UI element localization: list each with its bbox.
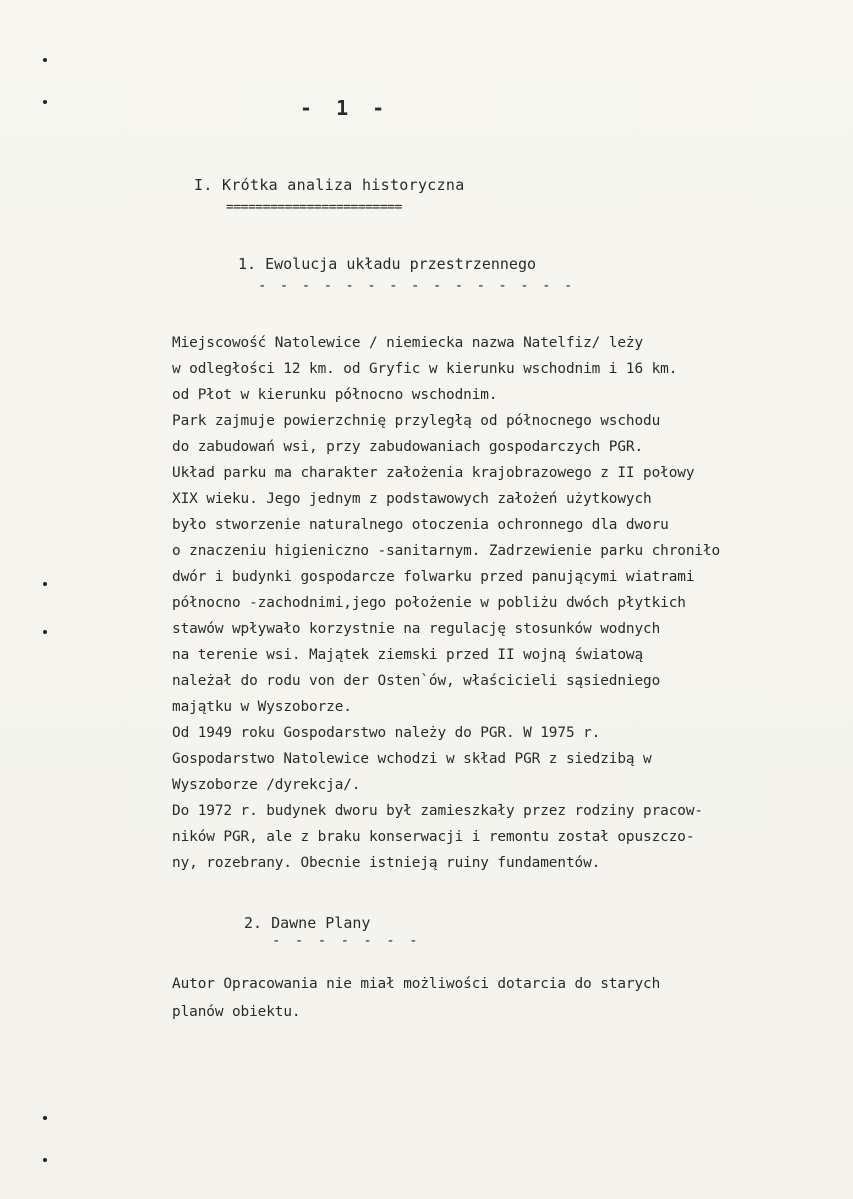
section-title-underline: ======================== <box>226 200 402 215</box>
body-line: planów obiektu. <box>172 1004 301 1020</box>
margin-mark <box>43 582 47 586</box>
body-line: w odległości 12 km. od Gryfic w kierunku wschodnim i 16 km. <box>172 361 678 377</box>
subsection-title: 1. Ewolucja układu przestrzennego <box>238 255 537 273</box>
body-line: stawów wpływało korzystnie na regulację stosunków wodnych <box>172 621 661 637</box>
body-line: ników PGR, ale z braku konserwacji i remontu został opuszczo- <box>172 829 695 845</box>
body-text <box>172 330 832 876</box>
section-title: I. Krótka analiza historyczna <box>194 176 465 194</box>
body-line: do zabudowań wsi, przy zabudowaniach gospodarczych PGR. <box>172 439 644 455</box>
section-2-title: 2. Dawne Plany <box>244 914 371 932</box>
body-line: majątku w Wyszoborze. <box>172 699 352 715</box>
body-line: Od 1949 roku Gospodarstwo należy do PGR. W 1975 r. <box>172 725 601 741</box>
body-line: od Płot w kierunku północno wschodnim. <box>172 387 498 403</box>
body-line: Park zajmuje powierzchnię przyległą od północnego wschodu <box>172 413 661 429</box>
body-line: dwór i budynki gospodarcze folwarku przed panującymi wiatrami <box>172 569 695 585</box>
margin-mark <box>43 100 47 104</box>
section-2-underline: - - - - - - - <box>272 933 421 949</box>
margin-mark <box>43 58 47 62</box>
body-line: na terenie wsi. Majątek ziemski przed II wojną światową <box>172 647 644 663</box>
body-line: Gospodarstwo Natolewice wchodzi w skład PGR z siedzibą w <box>172 751 652 767</box>
body-line: było stworzenie naturalnego otoczenia ochronnego dla dworu <box>172 517 669 533</box>
body-line: o znaczeniu higieniczno -sanitarnym. Zadrzewienie parku chroniło <box>172 543 721 559</box>
margin-mark <box>43 1116 47 1120</box>
body-line: XIX wieku. Jego jednym z podstawowych założeń użytkowych <box>172 491 652 507</box>
body-line: Wyszoborze /dyrekcja/. <box>172 777 361 793</box>
body-line: Układ parku ma charakter założenia krajobrazowego z II połowy <box>172 465 695 481</box>
section-2-body <box>172 970 832 1026</box>
body-line: Autor Opracowania nie miał możliwości dotarcia do starych <box>172 976 661 992</box>
body-line: północno -zachodnimi,jego położenie w pobliżu dwóch płytkich <box>172 595 686 611</box>
body-line: Do 1972 r. budynek dworu był zamieszkały przez rodziny pracow- <box>172 803 703 819</box>
margin-mark <box>43 630 47 634</box>
page-number: - 1 - <box>300 96 391 120</box>
body-line: ny, rozebrany. Obecnie istnieją ruiny fundamentów. <box>172 855 601 871</box>
body-line: należał do rodu von der Osten`ów, właścicieli sąsiedniego <box>172 673 661 689</box>
body-line: Miejscowość Natolewice / niemiecka nazwa Natelfiz/ leży <box>172 335 644 351</box>
margin-mark <box>43 1158 47 1162</box>
subsection-title-underline: - - - - - - - - - - - - - - - <box>258 278 575 294</box>
